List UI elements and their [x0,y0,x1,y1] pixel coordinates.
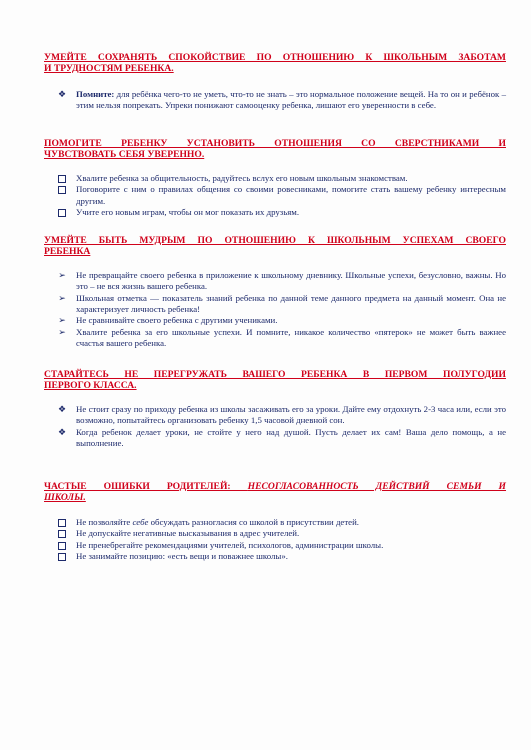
bullet-list [44,404,506,450]
item-text: для ребёнка чего-то не уметь, что-то не знать – это нормальное положение вещей. На то он и ребёнок – этим нельзя попрекать. Упреки понижают самооценку ребенка, лишают его уверенности в себе. [76,88,506,111]
list-item [44,270,506,293]
item-text: Не сравнивайте своего ребенка с другими учениками. [76,315,278,326]
checkbox-bullet-icon [58,519,66,527]
item-text: Не превращайте своего ребенка в приложение к школьному дневнику. Школьные успехи, безусловно, важны. Но это – не вся жизнь вашего ребенка. [76,269,506,292]
checkbox-bullet-icon [58,530,66,538]
list-item [44,173,506,184]
section-heading [44,138,506,161]
item-text: Не допускайте негативные высказывания в адрес учителей. [76,528,300,539]
item-text: Учите его новым играм, чтобы он мог показать их друзьям. [76,207,300,218]
item-text: обсуждать разногласия со школой в присутствии детей. [148,516,359,527]
item-emphasis: себе [132,516,149,527]
section-calm [44,52,506,112]
section-workload [44,369,506,449]
item-text: Не занимайте позицию: «есть вещи и поважнее школы». [76,551,288,562]
heading-line: ПОМОГИТЕ РЕБЕНКУ УСТАНОВИТЬ ОТНОШЕНИЯ СО СВЕРСТНИКАМИ И [44,138,506,149]
list-item [44,551,506,562]
section-peers [44,138,506,218]
arrow-bullet-icon: ➢ [58,326,66,337]
heading-line: ЧУВСТВОВАТЬ СЕБЯ УВЕРЕННО. [44,149,205,161]
list-item [44,207,506,218]
section-mistakes [44,481,506,562]
item-emphasis: Помните: [76,88,115,99]
checkbox-bullet-icon [58,209,66,217]
diamond-bullet-icon: ❖ [57,403,67,414]
bullet-list [44,270,506,350]
section-heading [44,52,506,75]
heading-line: УМЕЙТЕ СОХРАНЯТЬ СПОКОЙСТВИЕ ПО ОТНОШЕНИЮ К ШКОЛЬНЫМ ЗАБОТАМ [44,52,506,63]
list-item [44,404,506,427]
item-text: Хвалите ребенка за общительность, радуйтесь вслух его новым школьным знакомствам. [76,172,408,183]
bullet-list [44,173,506,219]
diamond-bullet-icon: ❖ [57,426,67,437]
heading-line: И ТРУДНОСТЯМ РЕБЕНКА. [44,63,174,75]
bullet-list [44,517,506,563]
heading-prefix: ЧАСТЫЕ ОШИБКИ РОДИТЕЛЕЙ: [44,481,248,492]
list-item [44,89,506,112]
list-item [44,427,506,450]
heading-line: РЕБЕНКА [44,246,91,258]
diamond-bullet-icon: ❖ [57,88,67,99]
section-success [44,235,506,350]
checkbox-bullet-icon [58,542,66,550]
item-text: Не стоит сразу по приходу ребенка из школы засаживать его за уроки. Дайте ему отдохнуть 2-3 часа или, если это возможно, попытайтесь организовать ребенку 1,5 часовой дневной сон. [76,403,506,426]
item-text: Когда ребенок делает уроки, не стойте у него над душой. Пусть делает их сам! Ваша дело помощь, а не выполнение. [76,426,506,449]
list-item [44,540,506,551]
section-heading [44,369,506,392]
bullet-list [44,89,506,112]
heading-line: НЕСОГЛАСОВАННОСТЬ ДЕЙСТВИЙ СЕМЬИ И [247,481,507,492]
checkbox-bullet-icon [58,175,66,183]
arrow-bullet-icon: ➢ [58,269,66,280]
list-item [44,184,506,207]
item-text: Хвалите ребенка за его школьные успехи. И помните, никакое количество «пятерок» не может быть важнее счастья вашего ребенка. [76,326,506,349]
item-text: Не позволяйте [76,516,133,527]
arrow-bullet-icon: ➢ [58,315,66,326]
list-item [44,315,506,326]
section-heading [44,481,506,504]
heading-line: ПЕРВОГО КЛАССА. [44,380,137,392]
list-item [44,293,506,316]
list-item [44,327,506,350]
heading-line: СТАРАЙТЕСЬ НЕ ПЕРЕГРУЖАТЬ ВАШЕГО РЕБЕНКА В ПЕРВОМ ПОЛУГОДИИ [44,369,506,380]
list-item [44,517,506,528]
item-text: Не пренебрегайте рекомендациями учителей, психологов, администрации школы. [76,539,384,550]
list-item [44,528,506,539]
section-heading [44,235,506,258]
heading-line: ШКОЛЫ. [44,492,86,504]
checkbox-bullet-icon [58,553,66,561]
arrow-bullet-icon: ➢ [58,292,66,303]
item-text: Поговорите с ним о правилах общения со своими ровесниками, помогите стать вашему ребенку интересным другим. [76,184,506,206]
checkbox-bullet-icon [58,186,66,194]
heading-line: УМЕЙТЕ БЫТЬ МУДРЫМ ПО ОТНОШЕНИЮ К ШКОЛЬНЫМ УСПЕХАМ СВОЕГО [44,235,506,246]
item-text: Школьная отметка — показатель знаний ребенка по данной теме данного предмета на данный момент. Она не характеризует личность ребенка! [76,292,506,315]
